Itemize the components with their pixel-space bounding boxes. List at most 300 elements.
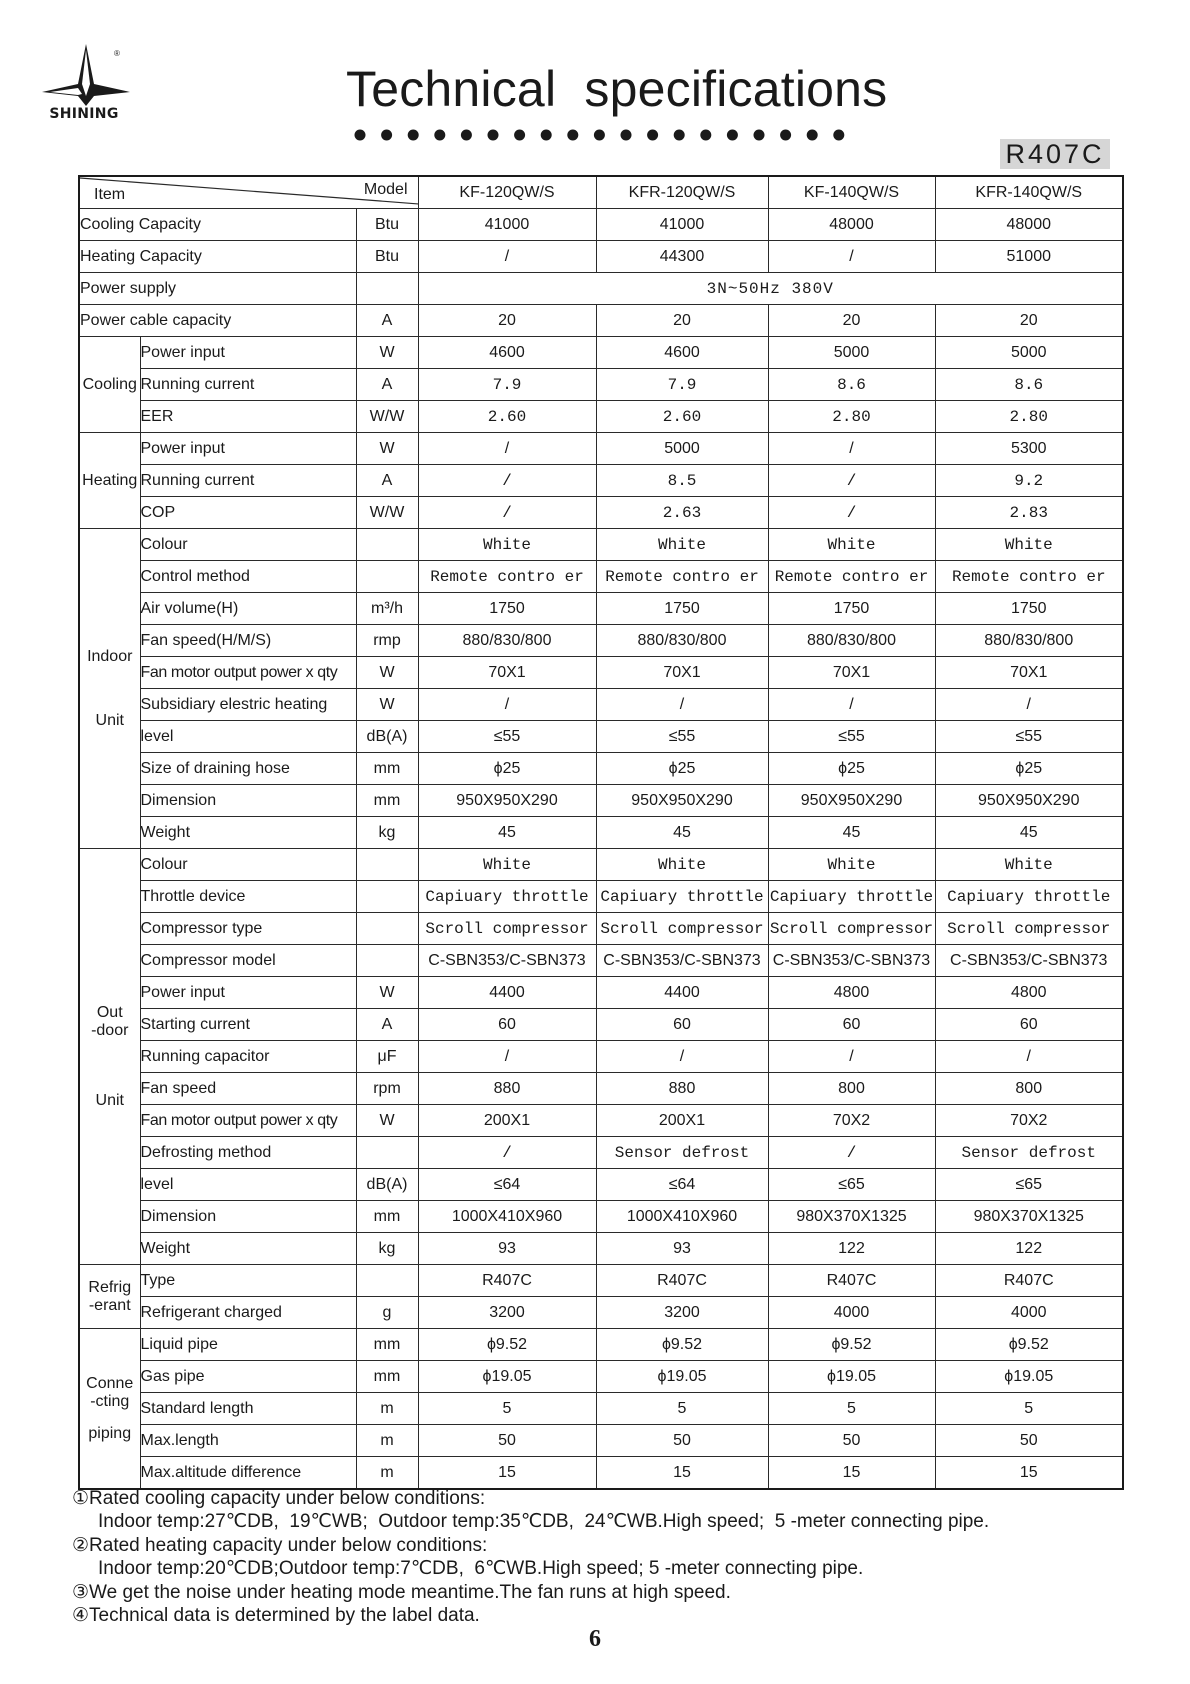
table-cell: / (418, 1137, 596, 1169)
table-cell: 60 (935, 1009, 1123, 1041)
table-row (79, 337, 1123, 369)
row-label: Running current (140, 465, 356, 497)
table-cell: / (596, 689, 768, 721)
table-cell: Scroll compressor (768, 913, 935, 945)
table-cell: 122 (935, 1233, 1123, 1265)
model-name: KF-140QW/S (768, 176, 935, 209)
table-cell: ≤55 (935, 721, 1123, 753)
table-cell: 1000X410X960 (596, 1201, 768, 1233)
footnote-2: ②Rated heating capacity under below conditions: (72, 1534, 488, 1556)
row-unit: W/W (356, 401, 418, 433)
row-unit (356, 881, 418, 913)
footnotes (72, 1487, 989, 1627)
footnote-3: ③We get the noise under heating mode meantime.The fan runs at high speed. (72, 1581, 731, 1603)
table-cell: Remote contro er (768, 561, 935, 593)
table-cell: R407C (768, 1265, 935, 1297)
table-cell: Remote contro er (596, 561, 768, 593)
table-cell: 50 (418, 1425, 596, 1457)
table-row (79, 849, 1123, 881)
table-cell: Scroll compressor (935, 913, 1123, 945)
table-cell: 15 (596, 1457, 768, 1490)
table-row (79, 657, 1123, 689)
row-unit: W (356, 977, 418, 1009)
table-row (79, 1137, 1123, 1169)
table-cell: 45 (768, 817, 935, 849)
row-label: Subsidiary elestric heating (140, 689, 356, 721)
table-cell: ϕ9.52 (596, 1329, 768, 1361)
page-title: Technical specifications (346, 61, 888, 117)
table-row (79, 817, 1123, 849)
row-label: Size of draining hose (140, 753, 356, 785)
table-cell: 1750 (768, 593, 935, 625)
group-outdoor-label-1: Out (96, 1003, 123, 1021)
footnote-1: ①Rated cooling capacity under below conditions: (72, 1488, 486, 1509)
table-row (79, 881, 1123, 913)
registered-mark: ® (114, 49, 120, 58)
table-cell: 800 (768, 1073, 935, 1105)
row-unit: W (356, 689, 418, 721)
table-row (79, 1105, 1123, 1137)
table-cell: R407C (935, 1265, 1123, 1297)
table-cell: 41000 (596, 209, 768, 241)
table-cell: Capiuary throttle (768, 881, 935, 913)
table-cell: C-SBN353/C-SBN373 (935, 945, 1123, 977)
table-cell: 980X370X1325 (768, 1201, 935, 1233)
row-unit (356, 561, 418, 593)
row-label: Type (140, 1265, 356, 1297)
table-cell: 880/830/800 (768, 625, 935, 657)
table-cell: 980X370X1325 (935, 1201, 1123, 1233)
table-cell: 8.5 (596, 465, 768, 497)
table-cell: 48000 (935, 209, 1123, 241)
table-cell: R407C (596, 1265, 768, 1297)
table-row (79, 1041, 1123, 1073)
table-cell: White (935, 849, 1123, 881)
table-cell: 122 (768, 1233, 935, 1265)
table-cell: 2.83 (935, 497, 1123, 529)
row-unit: Btu (356, 241, 418, 273)
table-cell: ϕ25 (935, 753, 1123, 785)
row-label: Gas pipe (140, 1361, 356, 1393)
row-unit: Btu (356, 209, 418, 241)
table-cell: ϕ19.05 (596, 1361, 768, 1393)
group-outdoor-unit-label: Unit (95, 1091, 124, 1109)
table-cell: / (418, 1041, 596, 1073)
table-cell: 60 (596, 1009, 768, 1041)
row-label: Fan speed (140, 1073, 356, 1105)
model-name: KF-120QW/S (418, 176, 596, 209)
table-cell: 4800 (768, 977, 935, 1009)
table-cell: ≤65 (935, 1169, 1123, 1201)
table-cell: 950X950X290 (418, 785, 596, 817)
table-cell: / (768, 689, 935, 721)
table-cell: ϕ9.52 (418, 1329, 596, 1361)
row-unit: W (356, 657, 418, 689)
row-unit: A (356, 305, 418, 337)
row-unit: mm (356, 785, 418, 817)
group-piping-label-2: -cting (90, 1392, 130, 1410)
row-unit: mm (356, 753, 418, 785)
table-cell: White (768, 529, 935, 561)
table-row (79, 1265, 1123, 1297)
table-cell: ϕ19.05 (418, 1361, 596, 1393)
row-label: Throttle device (140, 881, 356, 913)
table-cell: 1750 (935, 593, 1123, 625)
row-unit: μF (356, 1041, 418, 1073)
table-cell: ϕ25 (418, 753, 596, 785)
table-row (79, 1297, 1123, 1329)
table-cell: 950X950X290 (768, 785, 935, 817)
table-row (79, 1233, 1123, 1265)
power-supply-value: 3N~50Hz 380V (418, 273, 1123, 305)
row-unit: W/W (356, 497, 418, 529)
table-cell: ≤64 (596, 1169, 768, 1201)
row-label: Cooling Capacity (79, 209, 356, 241)
table-row (79, 689, 1123, 721)
model-name: KFR-140QW/S (935, 176, 1123, 209)
table-cell: 880/830/800 (418, 625, 596, 657)
row-label: Power input (140, 433, 356, 465)
row-label: level (140, 1169, 356, 1201)
group-cooling: Cooling (79, 337, 140, 433)
table-cell: 2.60 (418, 401, 596, 433)
table-cell: 20 (935, 305, 1123, 337)
row-label: Power input (140, 977, 356, 1009)
table-cell: 4600 (418, 337, 596, 369)
table-row (79, 1169, 1123, 1201)
table-row (79, 273, 1123, 305)
group-refrigerant-label-2: -erant (88, 1296, 131, 1314)
row-label: Fan speed(H/M/S) (140, 625, 356, 657)
group-piping-label-1: Conne (86, 1374, 134, 1392)
table-cell: ϕ25 (596, 753, 768, 785)
brand-logo (36, 44, 136, 124)
table-cell: 70X1 (768, 657, 935, 689)
row-label: COP (140, 497, 356, 529)
row-unit: W (356, 337, 418, 369)
table-cell: 15 (935, 1457, 1123, 1490)
table-cell: / (418, 689, 596, 721)
row-label: Heating Capacity (79, 241, 356, 273)
table-cell: / (768, 433, 935, 465)
row-label: Weight (140, 1233, 356, 1265)
table-row (79, 945, 1123, 977)
table-cell: Capiuary throttle (418, 881, 596, 913)
table-cell: 3200 (418, 1297, 596, 1329)
table-cell: 880 (418, 1073, 596, 1105)
table-cell: / (418, 497, 596, 529)
table-row (79, 1457, 1123, 1490)
table-row (79, 1425, 1123, 1457)
table-cell: 200X1 (596, 1105, 768, 1137)
table-row (79, 369, 1123, 401)
table-cell: 950X950X290 (596, 785, 768, 817)
table-cell: 70X1 (935, 657, 1123, 689)
table-cell: C-SBN353/C-SBN373 (418, 945, 596, 977)
table-cell: 70X1 (596, 657, 768, 689)
table-cell: 2.63 (596, 497, 768, 529)
footnote-2-detail: Indoor temp:20℃DB;Outdoor temp:7℃DB, 6℃WB.High speed; 5 -meter connecting pipe. (98, 1558, 864, 1580)
row-label: Fan motor output power x qty (140, 657, 356, 689)
table-cell: 60 (768, 1009, 935, 1041)
table-cell: 48000 (768, 209, 935, 241)
table-cell: ϕ9.52 (768, 1329, 935, 1361)
row-unit: dB(A) (356, 1169, 418, 1201)
table-row (79, 465, 1123, 497)
table-cell: 3200 (596, 1297, 768, 1329)
table-row (79, 241, 1123, 273)
table-cell: 93 (596, 1233, 768, 1265)
row-unit (356, 273, 418, 305)
footnote-4: ④Technical data is determined by the label data. (72, 1605, 480, 1627)
group-refrigerant (79, 1265, 140, 1329)
row-label: Refrigerant charged (140, 1297, 356, 1329)
table-cell: 1750 (418, 593, 596, 625)
table-cell: 5000 (768, 337, 935, 369)
table-cell: 20 (418, 305, 596, 337)
page-number: 6 (589, 1626, 601, 1652)
row-label: Max.altitude difference (140, 1457, 356, 1490)
table-cell: 50 (596, 1425, 768, 1457)
footnote-1-detail: Indoor temp:27℃DB, 19℃WB; Outdoor temp:35℃DB, 24℃WB.High speed; 5 -meter connecting pipe. (98, 1511, 990, 1533)
row-unit (356, 913, 418, 945)
row-unit (356, 945, 418, 977)
table-cell: 880 (596, 1073, 768, 1105)
table-cell: 5 (418, 1393, 596, 1425)
row-unit: kg (356, 1233, 418, 1265)
table-row (79, 1009, 1123, 1041)
table-row (79, 529, 1123, 561)
row-unit: m (356, 1393, 418, 1425)
group-heating: Heating (79, 433, 140, 529)
row-label: Running current (140, 369, 356, 401)
table-cell: Sensor defrost (596, 1137, 768, 1169)
header-item-label: Item (94, 186, 126, 203)
table-cell: 800 (935, 1073, 1123, 1105)
row-label: Power supply (79, 273, 356, 305)
group-refrigerant-label-1: Refrig (88, 1278, 132, 1296)
table-cell: 4400 (418, 977, 596, 1009)
table-cell: 44300 (596, 241, 768, 273)
group-piping-label-3: piping (88, 1424, 132, 1442)
table-cell: 5300 (935, 433, 1123, 465)
table-cell: 8.6 (768, 369, 935, 401)
table-cell: ≤64 (418, 1169, 596, 1201)
row-label: Power cable capacity (79, 305, 356, 337)
table-cell: 15 (418, 1457, 596, 1490)
table-cell: 93 (418, 1233, 596, 1265)
table-cell: 1750 (596, 593, 768, 625)
row-unit: rpm (356, 1073, 418, 1105)
table-cell: 50 (768, 1425, 935, 1457)
table-row (79, 785, 1123, 817)
dot-divider (354, 129, 864, 141)
table-row (79, 977, 1123, 1009)
table-cell: ϕ25 (768, 753, 935, 785)
table-cell: 51000 (935, 241, 1123, 273)
table-row (79, 913, 1123, 945)
table-cell: 9.2 (935, 465, 1123, 497)
table-cell: 7.9 (418, 369, 596, 401)
row-unit: m (356, 1425, 418, 1457)
table-cell: 8.6 (935, 369, 1123, 401)
table-cell: 20 (768, 305, 935, 337)
table-cell: White (418, 529, 596, 561)
table-row (79, 561, 1123, 593)
table-cell: / (768, 497, 935, 529)
table-cell: 2.80 (768, 401, 935, 433)
group-connecting-piping (79, 1329, 140, 1490)
table-cell: 5000 (596, 433, 768, 465)
table-cell: / (768, 465, 935, 497)
dot-row (354, 129, 864, 141)
table-cell: White (935, 529, 1123, 561)
table-row (79, 1329, 1123, 1361)
table-cell: 70X2 (935, 1105, 1123, 1137)
table-cell: C-SBN353/C-SBN373 (768, 945, 935, 977)
table-cell: Scroll compressor (418, 913, 596, 945)
row-unit: mm (356, 1329, 418, 1361)
row-unit: m³/h (356, 593, 418, 625)
table-cell: Sensor defrost (935, 1137, 1123, 1169)
header-item-model-cell (79, 176, 418, 209)
row-unit (356, 849, 418, 881)
group-indoor-unit-label: Unit (95, 711, 124, 729)
table-cell: 4400 (596, 977, 768, 1009)
table-row (79, 497, 1123, 529)
table-cell: 5 (935, 1393, 1123, 1425)
table-cell: Capiuary throttle (935, 881, 1123, 913)
table-cell: 4000 (935, 1297, 1123, 1329)
table-cell: White (596, 849, 768, 881)
spec-table (78, 175, 1124, 1490)
table-cell: 15 (768, 1457, 935, 1490)
row-label: Running capacitor (140, 1041, 356, 1073)
table-row (79, 753, 1123, 785)
table-cell: 4800 (935, 977, 1123, 1009)
table-cell: 50 (935, 1425, 1123, 1457)
table-cell: / (935, 689, 1123, 721)
row-unit: g (356, 1297, 418, 1329)
row-label: Dimension (140, 1201, 356, 1233)
table-cell: 950X950X290 (935, 785, 1123, 817)
row-unit: mm (356, 1361, 418, 1393)
row-unit: A (356, 465, 418, 497)
group-outdoor-unit (79, 849, 140, 1265)
table-cell: ≤55 (418, 721, 596, 753)
table-cell: Capiuary throttle (596, 881, 768, 913)
row-label: Air volume(H) (140, 593, 356, 625)
table-cell: 60 (418, 1009, 596, 1041)
model-name: KFR-120QW/S (596, 176, 768, 209)
table-cell: 200X1 (418, 1105, 596, 1137)
table-cell: 45 (596, 817, 768, 849)
table-cell: Scroll compressor (596, 913, 768, 945)
table-row (79, 593, 1123, 625)
row-label: Starting current (140, 1009, 356, 1041)
table-cell: 70X2 (768, 1105, 935, 1137)
row-unit: m (356, 1457, 418, 1490)
table-row (79, 1201, 1123, 1233)
row-unit (356, 529, 418, 561)
table-cell: 2.80 (935, 401, 1123, 433)
table-cell: ≤65 (768, 1169, 935, 1201)
group-outdoor-label-2: -door (91, 1021, 129, 1039)
row-label: Compressor type (140, 913, 356, 945)
table-cell: 7.9 (596, 369, 768, 401)
table-cell: R407C (418, 1265, 596, 1297)
row-label: level (140, 721, 356, 753)
table-cell: / (768, 1137, 935, 1169)
table-cell: / (935, 1041, 1123, 1073)
table-cell: 70X1 (418, 657, 596, 689)
row-label: Fan motor output power x qty (140, 1105, 356, 1137)
table-cell: 45 (418, 817, 596, 849)
table-cell: 5 (768, 1393, 935, 1425)
header-row (79, 176, 1123, 209)
table-cell: / (418, 241, 596, 273)
table-cell: 41000 (418, 209, 596, 241)
row-unit: kg (356, 817, 418, 849)
table-row (79, 401, 1123, 433)
table-cell: ϕ19.05 (768, 1361, 935, 1393)
table-cell: White (596, 529, 768, 561)
row-label: Defrosting method (140, 1137, 356, 1169)
row-label: Dimension (140, 785, 356, 817)
row-unit: W (356, 1105, 418, 1137)
refrigerant-badge: R407C (1000, 139, 1110, 169)
table-cell: / (418, 465, 596, 497)
table-cell: ϕ19.05 (935, 1361, 1123, 1393)
row-unit: rmp (356, 625, 418, 657)
table-cell: 4600 (596, 337, 768, 369)
table-row (79, 1393, 1123, 1425)
table-cell: White (418, 849, 596, 881)
row-unit: A (356, 369, 418, 401)
brand-name: SHINING (49, 106, 119, 122)
table-cell: ϕ9.52 (935, 1329, 1123, 1361)
table-cell: 20 (596, 305, 768, 337)
table-cell: 5 (596, 1393, 768, 1425)
table-row (79, 209, 1123, 241)
table-row (79, 625, 1123, 657)
row-label: Colour (140, 529, 356, 561)
table-row (79, 1073, 1123, 1105)
row-label: Colour (140, 849, 356, 881)
row-label: Compressor model (140, 945, 356, 977)
row-label: Weight (140, 817, 356, 849)
row-label: Standard length (140, 1393, 356, 1425)
table-cell: C-SBN353/C-SBN373 (596, 945, 768, 977)
table-cell: 45 (935, 817, 1123, 849)
row-unit: dB(A) (356, 721, 418, 753)
table-cell: Remote contro er (418, 561, 596, 593)
table-cell: / (768, 1041, 935, 1073)
table-row (79, 305, 1123, 337)
table-cell: 4000 (768, 1297, 935, 1329)
table-cell: ≤55 (596, 721, 768, 753)
table-cell: 5000 (935, 337, 1123, 369)
table-cell: / (418, 433, 596, 465)
row-unit: mm (356, 1201, 418, 1233)
group-indoor-unit (79, 529, 140, 849)
row-unit (356, 1265, 418, 1297)
table-cell: 2.60 (596, 401, 768, 433)
row-unit (356, 1137, 418, 1169)
table-cell: White (768, 849, 935, 881)
table-cell: ≤55 (768, 721, 935, 753)
table-row (79, 1361, 1123, 1393)
